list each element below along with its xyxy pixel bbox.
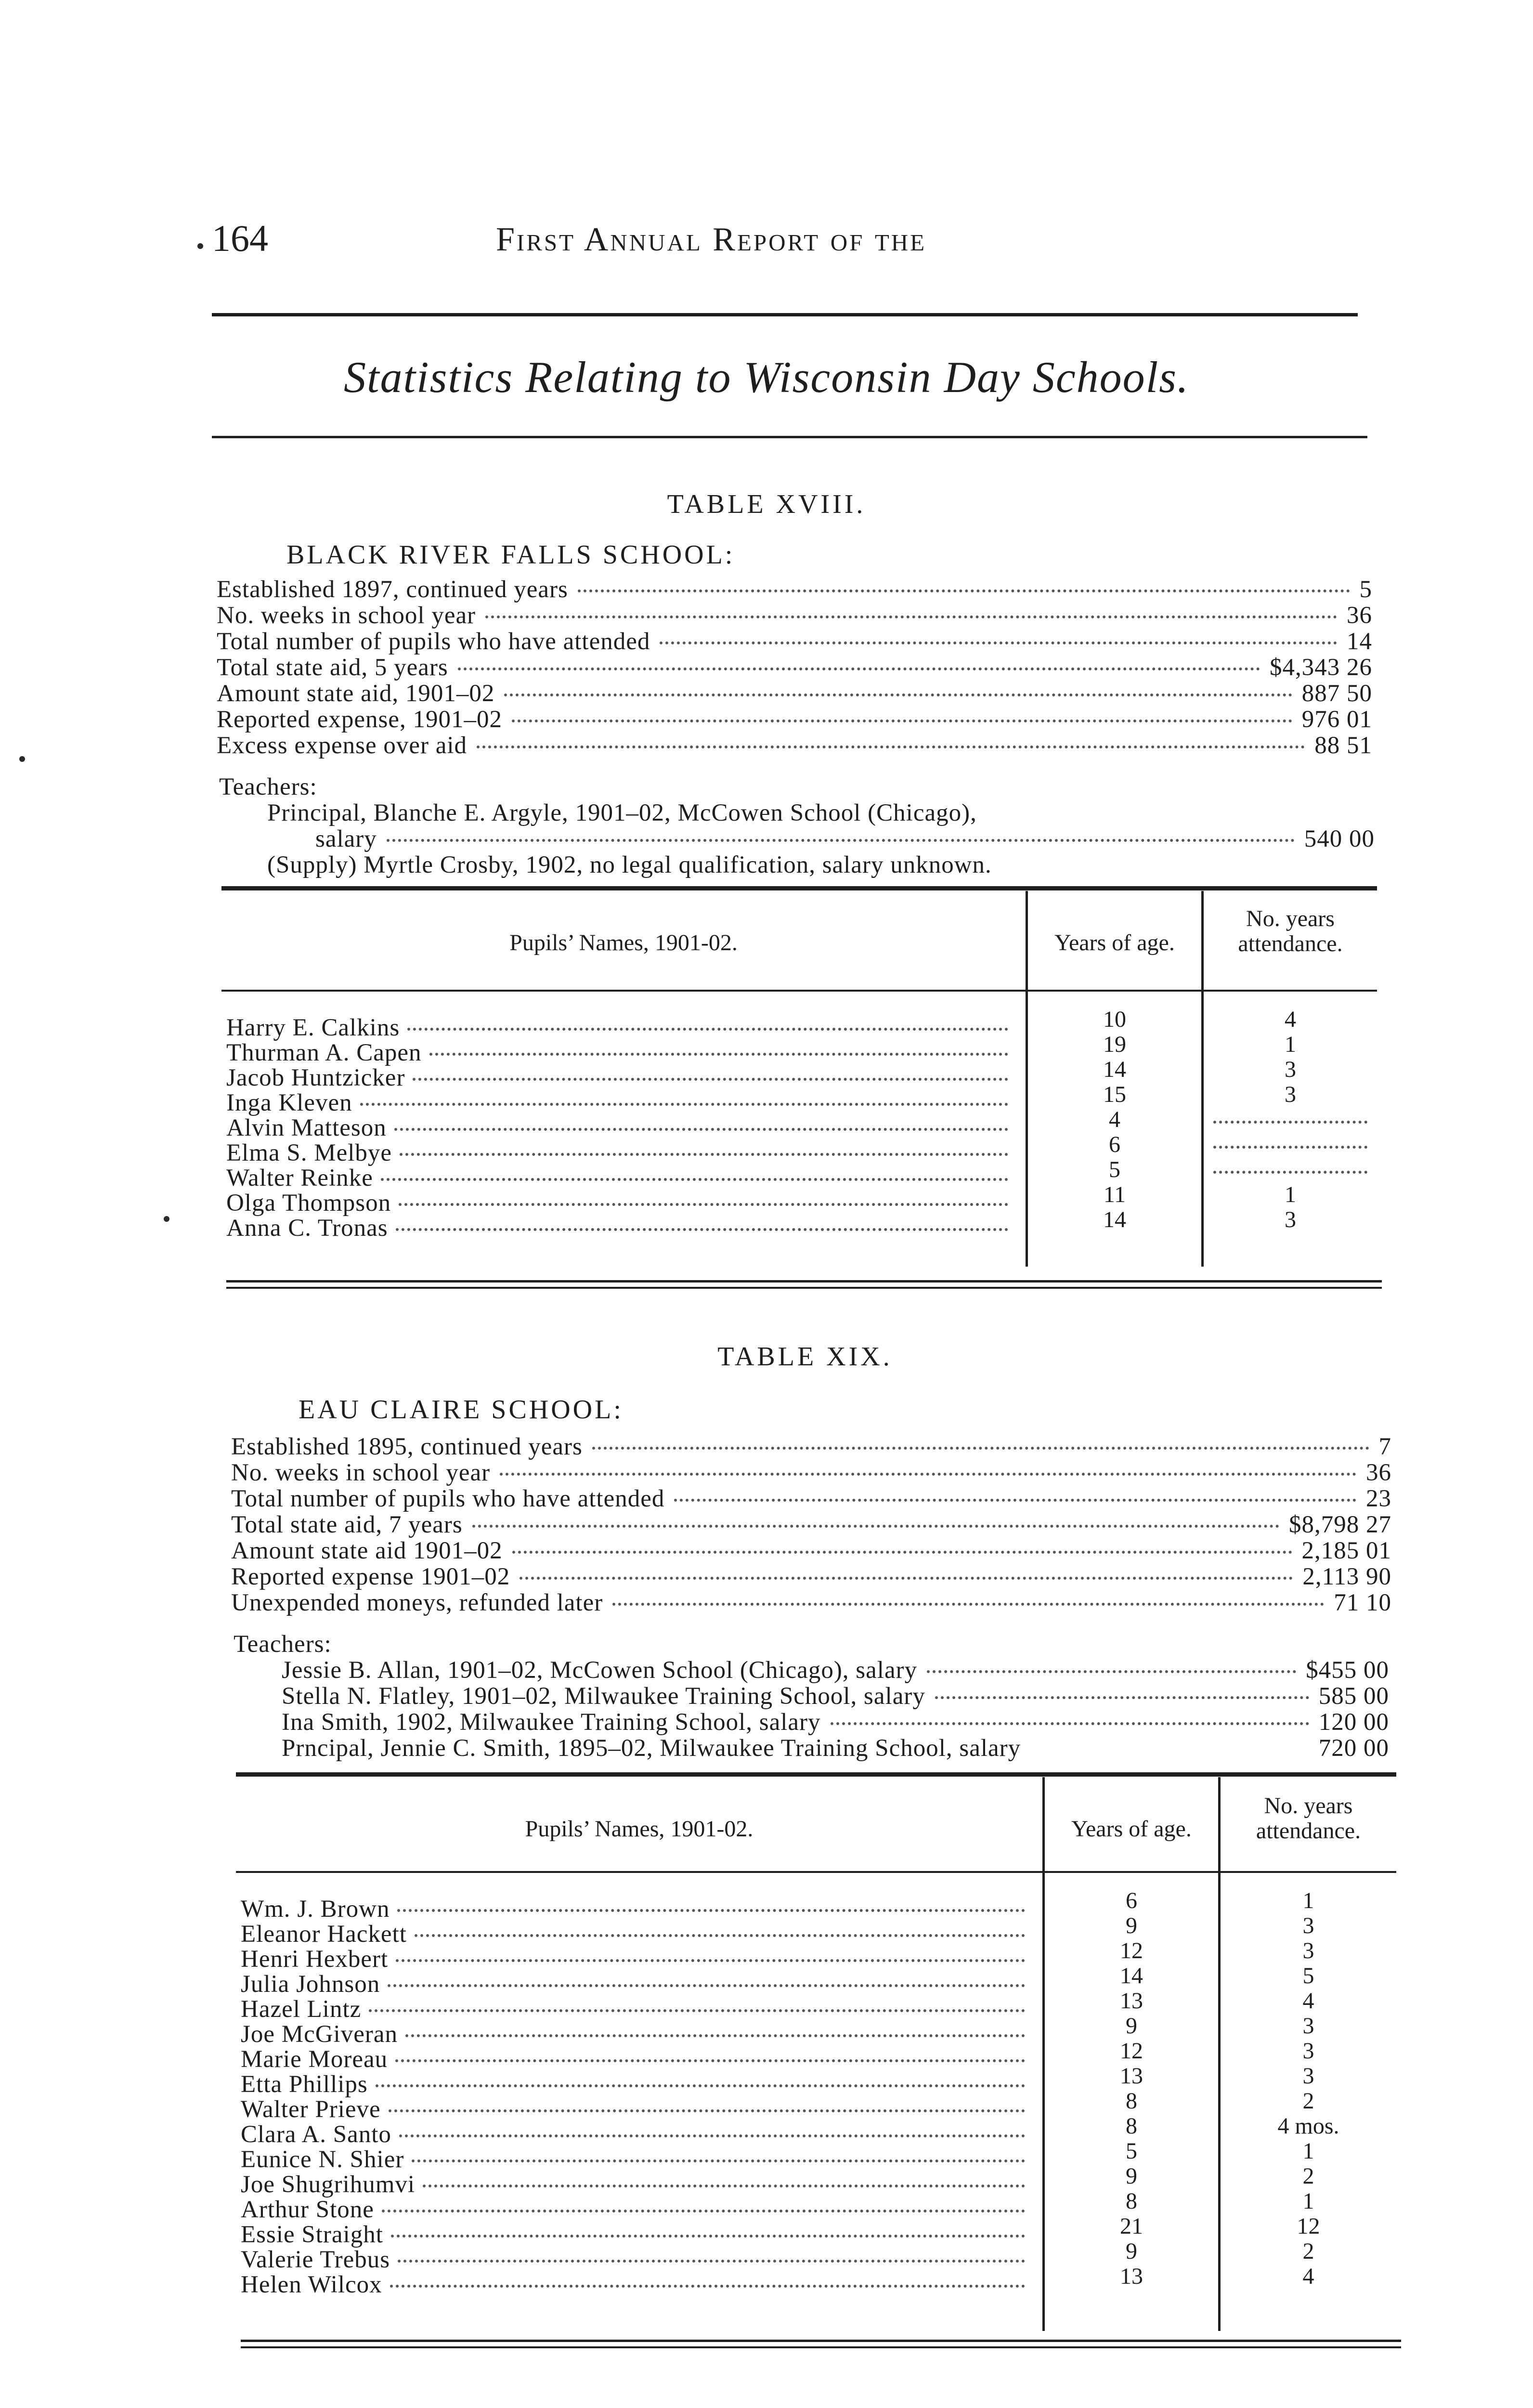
pupil-age: 11	[1103, 1182, 1126, 1207]
stat-label: Excess expense over aid	[217, 732, 468, 759]
pupil-name: Marie Moreau	[241, 2046, 388, 2073]
dot-leader	[397, 1909, 1025, 1912]
pupil-name: Thurman A. Capen	[226, 1039, 422, 1066]
dot-leader	[396, 1228, 1008, 1231]
pupil-age: 6	[1109, 1132, 1120, 1157]
pupil-row	[236, 2045, 1033, 2073]
dot-leader	[398, 2260, 1025, 2263]
table-title: TABLE XIX.	[717, 1342, 893, 1372]
pupil-row	[221, 1039, 1016, 1064]
pupil-row	[236, 2095, 1033, 2123]
stat-label: Total number of pupils who have attended	[231, 1485, 665, 1512]
dot-leader	[458, 667, 1260, 670]
pupil-age: 13	[1120, 2063, 1143, 2089]
school-stats	[231, 1433, 1391, 1615]
header-attendance-2: attendance.	[1256, 1818, 1361, 1844]
teacher-salary: 540 00	[1304, 825, 1375, 852]
stat-row	[231, 1459, 1391, 1485]
dot-leader	[400, 1153, 1008, 1156]
teachers-heading: Teachers:	[219, 773, 317, 800]
pupil-age: 9	[1126, 1913, 1137, 1938]
margin-dot	[19, 756, 25, 762]
pupil-age: 9	[1126, 2013, 1137, 2039]
dot-leader	[512, 720, 1292, 722]
pupil-name: Henri Hexbert	[241, 1946, 389, 1973]
pupil-attendance: 3	[1285, 1057, 1296, 1082]
pupil-name: Inga Kleven	[226, 1089, 352, 1116]
dot-leader	[376, 2084, 1025, 2087]
pupil-attendance	[1213, 1157, 1367, 1174]
pupil-row	[236, 1970, 1033, 1998]
pupil-name: Walter Reinke	[226, 1165, 373, 1191]
table-rule-bottom	[241, 2340, 1401, 2342]
stat-value: $8,798 27	[1289, 1511, 1391, 1538]
teachers-block	[234, 1630, 1389, 1760]
page-title: Statistics Relating to Wisconsin Day Schools.	[343, 353, 1190, 402]
school-name: BLACK RIVER FALLS SCHOOL:	[286, 540, 735, 570]
dot-leader	[369, 2009, 1025, 2012]
pupil-attendance: 5	[1302, 1963, 1314, 1989]
pupil-name: Walter Prieve	[241, 2096, 381, 2123]
stat-label: Total number of pupils who have attended	[217, 628, 650, 655]
teacher-line: Principal, Blanche E. Argyle, 1901–02, McCowen School (Chicago),	[267, 799, 977, 826]
stat-label: No. weeks in school year	[231, 1459, 491, 1486]
teacher-text: Jessie B. Allan, 1901–02, McCowen School (Chicago), salary	[282, 1657, 918, 1684]
teacher-line	[234, 1656, 1389, 1682]
table-rule-bottom	[241, 2346, 1401, 2348]
dot-leader	[674, 1499, 1356, 1502]
pupil-row	[236, 2070, 1033, 2098]
pupil-age: 4	[1109, 1107, 1120, 1132]
stat-value: 71 10	[1334, 1589, 1391, 1616]
teacher-salary: 120 00	[1318, 1709, 1389, 1736]
dot-leader	[935, 1696, 1309, 1699]
pupil-attendance: 1	[1285, 1032, 1296, 1057]
dot-leader	[395, 2059, 1025, 2062]
pupil-attendance: 3	[1302, 2013, 1314, 2039]
dot-leader	[382, 2210, 1025, 2212]
pupil-attendance: 1	[1285, 1182, 1296, 1207]
dot-leader	[660, 641, 1337, 644]
pupil-name: Valerie Trebus	[241, 2246, 390, 2273]
school-stats	[217, 576, 1372, 758]
table-rule	[221, 886, 1377, 890]
teacher-line	[234, 1682, 1389, 1708]
dot-leader	[415, 1934, 1025, 1937]
pupil-row	[236, 2146, 1033, 2171]
pupil-name: Eunice N. Shier	[241, 2146, 404, 2173]
pupil-age: 15	[1103, 1082, 1126, 1107]
pupil-attendance: 4	[1285, 1007, 1296, 1032]
pupil-age: 21	[1120, 2213, 1143, 2239]
stat-label: Total state aid, 5 years	[217, 654, 448, 681]
stat-row	[217, 628, 1372, 654]
teacher-line	[234, 1708, 1389, 1734]
header-years-of-age: Years of age.	[1071, 1816, 1192, 1842]
pupil-age: 5	[1109, 1157, 1120, 1182]
dot-leader	[389, 2109, 1025, 2112]
dot-leader	[413, 1078, 1008, 1081]
dot-leader	[396, 1959, 1025, 1962]
teacher-line	[219, 825, 1375, 851]
stat-row	[231, 1589, 1391, 1615]
pupils-table	[221, 891, 1377, 1281]
pupil-name: Arthur Stone	[241, 2196, 374, 2223]
table-rule-bottom	[226, 1287, 1382, 1289]
pupil-name: Clara A. Santo	[241, 2121, 391, 2148]
pupil-age: 13	[1120, 2264, 1143, 2289]
pupil-row	[221, 1114, 1016, 1139]
pupil-row	[236, 2120, 1033, 2146]
pupil-age: 14	[1103, 1057, 1126, 1082]
margin-dot	[164, 1216, 169, 1222]
dot-leader	[407, 1028, 1008, 1031]
pupil-row	[236, 2246, 1033, 2271]
dot-leader	[592, 1447, 1369, 1450]
pupil-attendance: 2	[1302, 2088, 1314, 2114]
stat-row	[217, 654, 1372, 680]
pupil-attendance	[1213, 1107, 1367, 1124]
pupil-name: Harry E. Calkins	[226, 1014, 400, 1041]
pupil-attendance: 1	[1302, 1888, 1314, 1913]
stat-row	[231, 1485, 1391, 1511]
pupil-age: 12	[1120, 1938, 1143, 1963]
pupil-row	[236, 2221, 1033, 2246]
stat-row	[217, 732, 1372, 758]
pupil-name: Essie Straight	[241, 2221, 383, 2248]
stat-label: Total state aid, 7 years	[231, 1511, 463, 1538]
pupil-row	[236, 1945, 1033, 1973]
pupil-attendance: 4 mos.	[1277, 2113, 1339, 2139]
pupil-attendance: 4	[1302, 2264, 1314, 2289]
stat-value: 2,185 01	[1301, 1537, 1391, 1564]
pupil-row	[236, 1895, 1033, 1923]
stat-row	[217, 680, 1372, 706]
dot-leader	[381, 1178, 1008, 1181]
pupil-name: Olga Thompson	[226, 1190, 391, 1217]
pupil-row	[221, 1089, 1016, 1114]
school-name: EAU CLAIRE SCHOOL:	[299, 1395, 624, 1425]
pupil-age: 6	[1126, 1888, 1137, 1913]
header-attendance-1: No. years	[1264, 1793, 1353, 1819]
header-attendance-1: No. years	[1246, 906, 1335, 931]
pupil-attendance	[1213, 1132, 1367, 1149]
teacher-text: salary	[315, 825, 377, 852]
pupil-name: Hazel Lintz	[241, 1996, 362, 2023]
pupil-age: 13	[1120, 1988, 1143, 2014]
pupil-attendance: 2	[1302, 2238, 1314, 2264]
dot-leader	[399, 1203, 1008, 1206]
teacher-text: Prncipal, Jennie C. Smith, 1895–02, Milwaukee Training School, salary	[282, 1735, 1021, 1762]
pupil-attendance: 4	[1302, 1988, 1314, 2014]
stat-label: Unexpended moneys, refunded later	[231, 1589, 603, 1616]
pupil-age: 5	[1126, 2138, 1137, 2164]
stat-row	[231, 1537, 1391, 1563]
teachers-heading: Teachers:	[234, 1631, 332, 1658]
title-rule-bottom	[212, 436, 1367, 438]
teacher-salary: 720 00	[1318, 1735, 1389, 1762]
pupil-attendance: 3	[1302, 2063, 1314, 2089]
table-title: TABLE XVIII.	[667, 489, 866, 519]
pupil-name: Elma S. Melbye	[226, 1139, 392, 1166]
pupil-row	[221, 1139, 1016, 1164]
header-rule	[236, 1871, 1396, 1873]
dot-leader	[360, 1103, 1008, 1106]
stat-value: 887 50	[1301, 680, 1372, 707]
pupil-row	[236, 1995, 1033, 2023]
teacher-text: Ina Smith, 1902, Milwaukee Training School, salary	[282, 1709, 821, 1736]
pupil-name: Joe Shugrihumvi	[241, 2171, 416, 2198]
running-title: First Annual Report of the	[496, 221, 927, 258]
pupil-name: Julia Johnson	[241, 1971, 380, 1998]
stat-value: 88 51	[1314, 732, 1372, 759]
teacher-line	[234, 1734, 1389, 1760]
pupil-name: Etta Phillips	[241, 2071, 368, 2098]
dot-leader	[472, 1525, 1279, 1528]
pupil-attendance: 3	[1302, 2038, 1314, 2064]
dot-leader	[578, 589, 1350, 592]
teacher-salary: $455 00	[1306, 1657, 1389, 1684]
title-rule-top	[212, 313, 1358, 316]
header-pupil-names: Pupils’ Names, 1901-02.	[509, 930, 738, 955]
stat-value: $4,343 26	[1270, 654, 1372, 681]
stat-value: 5	[1359, 576, 1372, 603]
pupil-age: 14	[1120, 1963, 1143, 1989]
pupil-attendance: 1	[1302, 2138, 1314, 2164]
page-number: 164	[212, 217, 268, 259]
teachers-block	[219, 773, 1375, 877]
stat-label: Established 1897, continued years	[217, 576, 568, 603]
pupil-name: Wm. J. Brown	[241, 1896, 390, 1923]
pupil-row	[221, 1189, 1016, 1217]
pupil-age: 12	[1120, 2038, 1143, 2064]
pupil-name: Jacob Huntzicker	[226, 1064, 405, 1091]
pupil-age: 9	[1126, 2163, 1137, 2189]
pupil-name: Anna C. Tronas	[226, 1215, 388, 1242]
pupil-row	[221, 1214, 1016, 1242]
pupil-attendance: 12	[1297, 2213, 1320, 2239]
stat-row	[231, 1563, 1391, 1589]
pupil-age: 19	[1103, 1032, 1126, 1057]
pupil-age: 8	[1126, 2188, 1137, 2214]
pupil-age: 8	[1126, 2113, 1137, 2139]
stat-value: 23	[1366, 1485, 1391, 1512]
pupil-row	[236, 2020, 1033, 2048]
dot-leader	[394, 1128, 1008, 1131]
stat-value: 36	[1366, 1459, 1391, 1486]
dot-leader	[831, 1722, 1309, 1725]
stat-label: Reported expense, 1901–02	[217, 706, 502, 733]
pupil-attendance: 3	[1302, 1938, 1314, 1963]
teacher-line: (Supply) Myrtle Crosby, 1902, no legal qualification, salary unknown.	[267, 851, 992, 878]
pupil-age: 9	[1126, 2238, 1137, 2264]
stat-row	[217, 602, 1372, 628]
pupil-name: Alvin Matteson	[226, 1114, 387, 1141]
stat-value: 976 01	[1301, 706, 1372, 733]
pupil-attendance: 2	[1302, 2163, 1314, 2189]
pupil-name: Helen Wilcox	[241, 2271, 382, 2298]
dot-leader	[423, 2185, 1025, 2187]
stat-label: Reported expense 1901–02	[231, 1563, 510, 1590]
dot-leader	[520, 1577, 1293, 1580]
dot-leader	[387, 839, 1295, 842]
table-rule	[236, 1772, 1396, 1777]
pupil-row	[221, 1064, 1016, 1089]
dot-leader	[412, 2159, 1025, 2162]
dot-leader	[612, 1603, 1324, 1606]
stat-row	[231, 1511, 1391, 1537]
stat-row	[217, 576, 1372, 602]
dot-leader	[399, 2134, 1025, 2137]
stat-value: 7	[1378, 1433, 1391, 1460]
margin-dot	[197, 243, 203, 249]
dot-leader	[512, 1551, 1292, 1554]
stat-row	[217, 706, 1372, 732]
header-attendance-2: attendance.	[1238, 931, 1343, 956]
pupil-name: Eleanor Hackett	[241, 1921, 407, 1948]
pupil-attendance: 1	[1302, 2188, 1314, 2214]
dot-leader	[504, 694, 1292, 696]
header-rule	[221, 990, 1377, 992]
dot-leader	[405, 2034, 1025, 2037]
stat-row	[231, 1433, 1391, 1459]
pupil-attendance: 3	[1302, 1913, 1314, 1938]
stat-value: 2,113 90	[1302, 1563, 1391, 1590]
pupils-table	[236, 1777, 1396, 2345]
dot-leader	[477, 746, 1305, 748]
teacher-salary: 585 00	[1318, 1683, 1389, 1710]
header-pupil-names: Pupils’ Names, 1901-02.	[525, 1816, 754, 1842]
stat-label: Established 1895, continued years	[231, 1433, 583, 1460]
stat-label: Amount state aid, 1901–02	[217, 680, 495, 707]
stat-label: Amount state aid 1901–02	[231, 1537, 503, 1564]
pupil-age: 8	[1126, 2088, 1137, 2114]
stat-value: 14	[1347, 628, 1372, 655]
pupil-row	[236, 2271, 1033, 2296]
dot-leader	[500, 1473, 1356, 1476]
teacher-text: Stella N. Flatley, 1901–02, Milwaukee Training School, salary	[282, 1683, 925, 1710]
dot-leader	[391, 2235, 1025, 2238]
stat-value: 36	[1347, 602, 1372, 629]
page-header	[0, 217, 1533, 270]
pupil-row	[236, 2171, 1033, 2196]
header-years-of-age: Years of age.	[1054, 930, 1175, 955]
pupil-attendance: 3	[1285, 1207, 1296, 1232]
pupil-name: Joe McGiveran	[241, 2021, 398, 2048]
dot-leader	[429, 1053, 1009, 1056]
pupil-row	[221, 1164, 1016, 1189]
dot-leader	[927, 1670, 1296, 1673]
pupil-row	[236, 1920, 1033, 1948]
pupil-age: 10	[1103, 1007, 1126, 1032]
pupil-attendance: 3	[1285, 1082, 1296, 1107]
pupil-row	[221, 1014, 1016, 1039]
table-rule-bottom	[226, 1280, 1382, 1283]
dot-leader	[485, 615, 1337, 618]
pupil-age: 14	[1103, 1207, 1126, 1232]
dot-leader	[390, 2285, 1025, 2288]
stat-label: No. weeks in school year	[217, 602, 476, 629]
pupil-row	[236, 2196, 1033, 2221]
dot-leader	[388, 1984, 1025, 1987]
